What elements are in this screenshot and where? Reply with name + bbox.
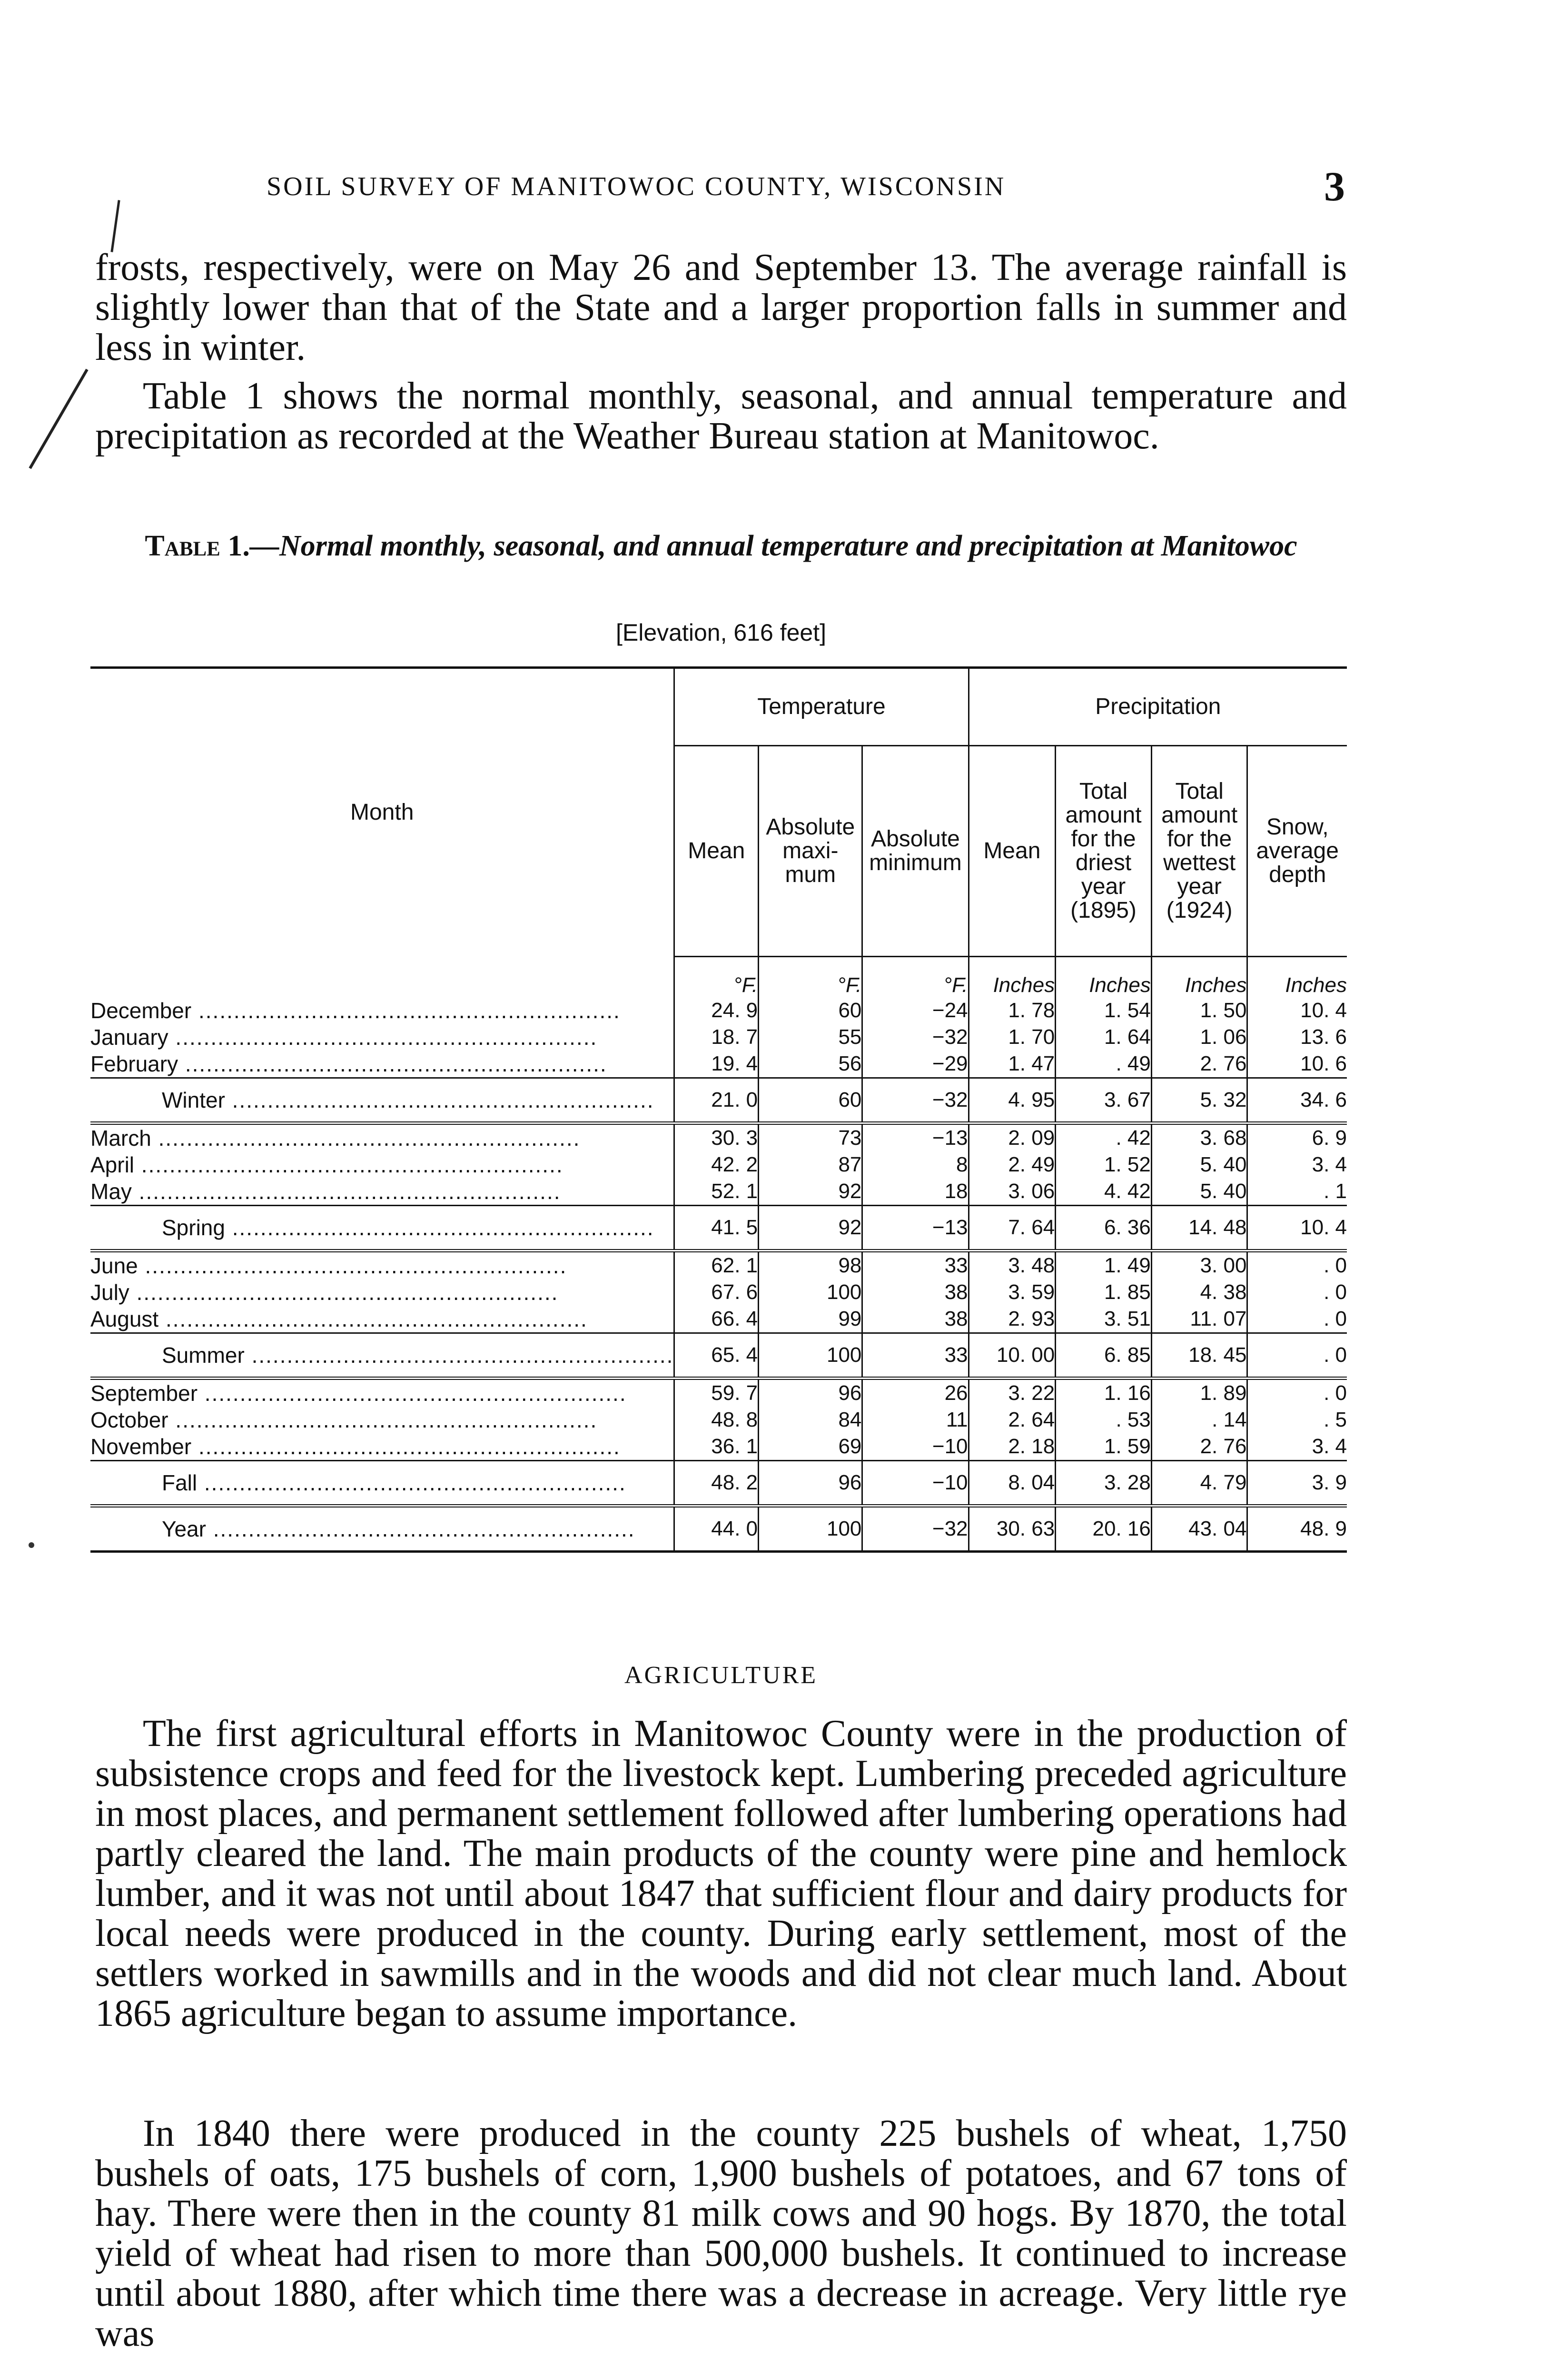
value-cell: 62. 1 xyxy=(674,1251,759,1279)
month-label xyxy=(90,997,674,1024)
value-cell: 59. 7 xyxy=(674,1378,759,1407)
value-cell: 98 xyxy=(759,1251,862,1279)
pencil-slash xyxy=(29,369,88,469)
value-cell: 4. 95 xyxy=(969,1078,1056,1123)
month-label xyxy=(90,1051,674,1078)
value-cell: 34. 6 xyxy=(1247,1078,1347,1123)
month-row xyxy=(90,1178,1347,1206)
dot-leader: ............................................................ xyxy=(134,1152,563,1177)
month-row xyxy=(90,1306,1347,1333)
value-cell: 60 xyxy=(759,997,862,1024)
table-label: Table 1. xyxy=(145,530,250,562)
value-cell: 3. 4 xyxy=(1247,1151,1347,1178)
value-cell: 65. 4 xyxy=(674,1333,759,1378)
table-caption-text: —Normal monthly, seasonal, and annual temperature and precipitation at Manitowoc xyxy=(249,530,1297,562)
month-row xyxy=(90,1407,1347,1433)
month-text: Winter xyxy=(162,1088,225,1112)
value-cell: 30. 3 xyxy=(674,1123,759,1152)
units-row xyxy=(90,957,1347,998)
value-cell: 44. 0 xyxy=(674,1506,759,1552)
month-label xyxy=(90,1306,674,1333)
month-label xyxy=(90,1506,674,1552)
header-temp-min: Absolute minimum xyxy=(862,746,969,957)
value-cell: 60 xyxy=(759,1078,862,1123)
month-text: October xyxy=(90,1408,168,1432)
value-cell: 3. 48 xyxy=(969,1251,1056,1279)
value-cell: 5. 40 xyxy=(1151,1151,1247,1178)
value-cell: 11 xyxy=(862,1407,969,1433)
value-cell: 42. 2 xyxy=(674,1151,759,1178)
value-cell: 1. 50 xyxy=(1151,997,1247,1024)
value-cell: −32 xyxy=(862,1506,969,1552)
month-label xyxy=(90,1178,674,1206)
unit-cell: Inches xyxy=(1247,957,1347,998)
month-text: Year xyxy=(162,1517,206,1541)
unit-cell: °F. xyxy=(862,957,969,998)
year-row xyxy=(90,1506,1347,1552)
season-row xyxy=(90,1078,1347,1123)
value-cell: 1. 70 xyxy=(969,1024,1056,1051)
month-row xyxy=(90,1378,1347,1407)
month-label xyxy=(90,1461,674,1506)
value-cell: 10. 4 xyxy=(1247,1206,1347,1251)
value-cell: 67. 6 xyxy=(674,1279,759,1306)
value-cell: 100 xyxy=(759,1506,862,1552)
value-cell: 33 xyxy=(862,1251,969,1279)
value-cell: 48. 2 xyxy=(674,1461,759,1506)
dot-leader: ............................................................ xyxy=(191,1434,621,1459)
unit-cell: °F. xyxy=(759,957,862,998)
value-cell: 66. 4 xyxy=(674,1306,759,1333)
month-row xyxy=(90,1051,1347,1078)
value-cell: . 0 xyxy=(1247,1378,1347,1407)
month-text: January xyxy=(90,1025,168,1050)
month-row xyxy=(90,1279,1347,1306)
paragraph-frosts: frosts, respectively, were on May 26 and September 13. The average rainfall is slightly lower than that of the State and a larger proportion falls in summer and less in winter. xyxy=(95,247,1347,368)
value-cell: 18. 7 xyxy=(674,1024,759,1051)
value-cell: 14. 48 xyxy=(1151,1206,1247,1251)
month-label xyxy=(90,1279,674,1306)
month-label xyxy=(90,1433,674,1461)
value-cell: 48. 9 xyxy=(1247,1506,1347,1552)
table-elevation-note: [Elevation, 616 feet] xyxy=(616,619,826,646)
season-row xyxy=(90,1206,1347,1251)
month-label xyxy=(90,1378,674,1407)
month-text: Fall xyxy=(162,1470,198,1495)
value-cell: 6. 36 xyxy=(1056,1206,1152,1251)
month-row xyxy=(90,1024,1347,1051)
value-cell: 100 xyxy=(759,1333,862,1378)
value-cell: 6. 9 xyxy=(1247,1123,1347,1152)
value-cell: 52. 1 xyxy=(674,1178,759,1206)
value-cell: 38 xyxy=(862,1279,969,1306)
month-text: Summer xyxy=(162,1343,245,1368)
dot-leader: ............................................................ xyxy=(178,1051,607,1076)
climate-table-wrapper xyxy=(90,666,1347,1553)
value-cell: 3. 9 xyxy=(1247,1461,1347,1506)
value-cell: 3. 06 xyxy=(969,1178,1056,1206)
value-cell: 84 xyxy=(759,1407,862,1433)
value-cell: 2. 18 xyxy=(969,1433,1056,1461)
unit-cell: Inches xyxy=(1056,957,1152,998)
dot-leader: ............................................................ xyxy=(225,1215,654,1240)
header-temp-mean: Mean xyxy=(674,746,759,957)
value-cell: 1. 54 xyxy=(1056,997,1152,1024)
month-label xyxy=(90,1206,674,1251)
dot-leader: ............................................................ xyxy=(191,998,621,1023)
value-cell: 19. 4 xyxy=(674,1051,759,1078)
month-label xyxy=(90,1078,674,1123)
month-text: February xyxy=(90,1051,178,1076)
value-cell: 3. 59 xyxy=(969,1279,1056,1306)
value-cell: 36. 1 xyxy=(674,1433,759,1461)
value-cell: 2. 49 xyxy=(969,1151,1056,1178)
climate-table xyxy=(90,666,1347,1553)
month-text: December xyxy=(90,998,192,1023)
value-cell: 1. 78 xyxy=(969,997,1056,1024)
value-cell: . 0 xyxy=(1247,1279,1347,1306)
value-cell: 38 xyxy=(862,1306,969,1333)
month-text: June xyxy=(90,1253,138,1278)
value-cell: 30. 63 xyxy=(969,1506,1056,1552)
value-cell: −10 xyxy=(862,1433,969,1461)
value-cell: 26 xyxy=(862,1378,969,1407)
value-cell: 20. 16 xyxy=(1056,1506,1152,1552)
value-cell: 1. 85 xyxy=(1056,1279,1152,1306)
value-cell: . 1 xyxy=(1247,1178,1347,1206)
value-cell: 4. 42 xyxy=(1056,1178,1152,1206)
value-cell: 73 xyxy=(759,1123,862,1152)
value-cell: 24. 9 xyxy=(674,997,759,1024)
value-cell: 2. 64 xyxy=(969,1407,1056,1433)
header-month: Month xyxy=(90,668,674,957)
month-text: Spring xyxy=(162,1215,225,1240)
value-cell: 1. 89 xyxy=(1151,1378,1247,1407)
running-title: SOIL SURVEY OF MANITOWOC COUNTY, WISCONSIN xyxy=(267,172,1006,201)
season-row xyxy=(90,1333,1347,1378)
climate-table-body xyxy=(90,957,1347,1552)
header-precip-mean: Mean xyxy=(969,746,1056,957)
value-cell: −10 xyxy=(862,1461,969,1506)
value-cell: 1. 06 xyxy=(1151,1024,1247,1051)
value-cell: 21. 0 xyxy=(674,1078,759,1123)
value-cell: 8. 04 xyxy=(969,1461,1056,1506)
value-cell: −32 xyxy=(862,1024,969,1051)
page-number: 3 xyxy=(1324,164,1347,210)
month-label xyxy=(90,1151,674,1178)
value-cell: 3. 4 xyxy=(1247,1433,1347,1461)
value-cell: −29 xyxy=(862,1051,969,1078)
value-cell: 2. 09 xyxy=(969,1123,1056,1152)
dot-leader: ............................................................ xyxy=(151,1126,581,1150)
header-temp-max: Absolute maxi-mum xyxy=(759,746,862,957)
value-cell: . 14 xyxy=(1151,1407,1247,1433)
unit-cell: °F. xyxy=(674,957,759,998)
margin-dot xyxy=(29,1542,34,1548)
units-month-cell xyxy=(90,957,674,998)
header-temperature: Temperature xyxy=(674,668,969,746)
value-cell: 10. 4 xyxy=(1247,997,1347,1024)
value-cell: 3. 68 xyxy=(1151,1123,1247,1152)
value-cell: 11. 07 xyxy=(1151,1306,1247,1333)
dot-leader: ............................................................ xyxy=(198,1381,627,1406)
paragraph-agriculture-history: The first agricultural efforts in Manitowoc County were in the production of subsistence crops and feed for the livestock kept. Lumbering preceded agriculture in most places, and permanent settlement followed after lumbering operations had partly cleared the land. The main products of the county were pine and hemlock lumber, and it was not until about 1847 that sufficient flour and dairy products for local needs were produced in the county. During early settlement, most of the settlers worked in sawmills and in the woods and did not clear much land. About 1865 agriculture began to assume importance. xyxy=(95,1713,1347,2034)
value-cell: 48. 8 xyxy=(674,1407,759,1433)
value-cell: 6. 85 xyxy=(1056,1333,1152,1378)
value-cell: 13. 6 xyxy=(1247,1024,1347,1051)
header-snow: Snow, average depth xyxy=(1247,746,1347,957)
dot-leader: ............................................................ xyxy=(206,1517,635,1541)
dot-leader: ............................................................ xyxy=(168,1408,598,1432)
month-text: November xyxy=(90,1434,192,1459)
value-cell: 92 xyxy=(759,1206,862,1251)
value-cell: 2. 76 xyxy=(1151,1051,1247,1078)
header-precip-wettest: Total amount for the wettest year (1924) xyxy=(1151,746,1247,957)
unit-cell: Inches xyxy=(1151,957,1247,998)
value-cell: 18 xyxy=(862,1178,969,1206)
value-cell: 1. 49 xyxy=(1056,1251,1152,1279)
month-row xyxy=(90,1151,1347,1178)
header-precip-driest: Total amount for the driest year (1895) xyxy=(1056,746,1152,957)
month-label xyxy=(90,1407,674,1433)
dot-leader: ............................................................ xyxy=(225,1088,654,1112)
dot-leader: ............................................................ xyxy=(129,1280,559,1305)
value-cell: 1. 52 xyxy=(1056,1151,1152,1178)
dot-leader: ............................................................ xyxy=(138,1253,567,1278)
month-label xyxy=(90,1251,674,1279)
value-cell: 41. 5 xyxy=(674,1206,759,1251)
value-cell: 43. 04 xyxy=(1151,1506,1247,1552)
value-cell: 56 xyxy=(759,1051,862,1078)
dot-leader: ............................................................ xyxy=(244,1343,674,1368)
value-cell: −24 xyxy=(862,997,969,1024)
value-cell: . 5 xyxy=(1247,1407,1347,1433)
month-text: April xyxy=(90,1152,135,1177)
value-cell: 1. 47 xyxy=(969,1051,1056,1078)
month-text: March xyxy=(90,1126,151,1150)
month-label xyxy=(90,1123,674,1152)
value-cell: 5. 40 xyxy=(1151,1178,1247,1206)
dot-leader: ............................................................ xyxy=(168,1025,598,1050)
value-cell: 3. 22 xyxy=(969,1378,1056,1407)
header-precipitation: Precipitation xyxy=(969,668,1347,746)
dot-leader: ............................................................ xyxy=(158,1307,588,1331)
month-text: September xyxy=(90,1381,198,1406)
value-cell: . 0 xyxy=(1247,1306,1347,1333)
value-cell: 69 xyxy=(759,1433,862,1461)
value-cell: 3. 28 xyxy=(1056,1461,1152,1506)
value-cell: 92 xyxy=(759,1178,862,1206)
value-cell: 10. 00 xyxy=(969,1333,1056,1378)
value-cell: 4. 79 xyxy=(1151,1461,1247,1506)
value-cell: 18. 45 xyxy=(1151,1333,1247,1378)
month-text: July xyxy=(90,1280,129,1305)
month-label xyxy=(90,1333,674,1378)
paragraph-table-intro: Table 1 shows the normal monthly, seasonal, and annual temperature and precipitation as recorded at the Weather Bureau station at Manitowoc. xyxy=(95,375,1347,457)
value-cell: −32 xyxy=(862,1078,969,1123)
value-cell: −13 xyxy=(862,1206,969,1251)
value-cell: . 49 xyxy=(1056,1051,1152,1078)
value-cell: 100 xyxy=(759,1279,862,1306)
value-cell: 2. 76 xyxy=(1151,1433,1247,1461)
dot-leader: ............................................................ xyxy=(197,1470,626,1495)
pencil-mark xyxy=(110,200,120,252)
month-label xyxy=(90,1024,674,1051)
value-cell: 1. 59 xyxy=(1056,1433,1152,1461)
value-cell: 55 xyxy=(759,1024,862,1051)
dot-leader: ............................................................ xyxy=(131,1179,561,1204)
value-cell: 96 xyxy=(759,1378,862,1407)
month-text: August xyxy=(90,1307,159,1331)
paragraph-1840-production: In 1840 there were produced in the county 225 bushels of wheat, 1,750 bushels of oats, 175 bushels of corn, 1,900 bushels of potatoes, and 67 tons of hay. There were then in the county 81 milk cows and 90 hogs. By 1870, the total yield of wheat had risen to more than 500,000 bushels. It continued to increase until about 1880, after which time there was a decrease in acreage. Very little rye was xyxy=(95,2112,1347,2354)
value-cell: 1. 16 xyxy=(1056,1378,1152,1407)
value-cell: 3. 67 xyxy=(1056,1078,1152,1123)
season-row xyxy=(90,1461,1347,1506)
value-cell: 87 xyxy=(759,1151,862,1178)
month-row xyxy=(90,1251,1347,1279)
table-caption xyxy=(95,528,1347,564)
value-cell: 33 xyxy=(862,1333,969,1378)
value-cell: 99 xyxy=(759,1306,862,1333)
value-cell: 96 xyxy=(759,1461,862,1506)
value-cell: 1. 64 xyxy=(1056,1024,1152,1051)
value-cell: 10. 6 xyxy=(1247,1051,1347,1078)
value-cell: 2. 93 xyxy=(969,1306,1056,1333)
value-cell: 7. 64 xyxy=(969,1206,1056,1251)
month-row xyxy=(90,997,1347,1024)
value-cell: 3. 00 xyxy=(1151,1251,1247,1279)
value-cell: . 0 xyxy=(1247,1251,1347,1279)
section-heading-agriculture: AGRICULTURE xyxy=(624,1662,818,1689)
value-cell: 5. 32 xyxy=(1151,1078,1247,1123)
value-cell: 3. 51 xyxy=(1056,1306,1152,1333)
unit-cell: Inches xyxy=(969,957,1056,998)
value-cell: . 0 xyxy=(1247,1333,1347,1378)
value-cell: . 42 xyxy=(1056,1123,1152,1152)
value-cell: 8 xyxy=(862,1151,969,1178)
month-row xyxy=(90,1433,1347,1461)
value-cell: −13 xyxy=(862,1123,969,1152)
month-row xyxy=(90,1123,1347,1152)
month-text: May xyxy=(90,1179,132,1204)
value-cell: . 53 xyxy=(1056,1407,1152,1433)
value-cell: 4. 38 xyxy=(1151,1279,1247,1306)
